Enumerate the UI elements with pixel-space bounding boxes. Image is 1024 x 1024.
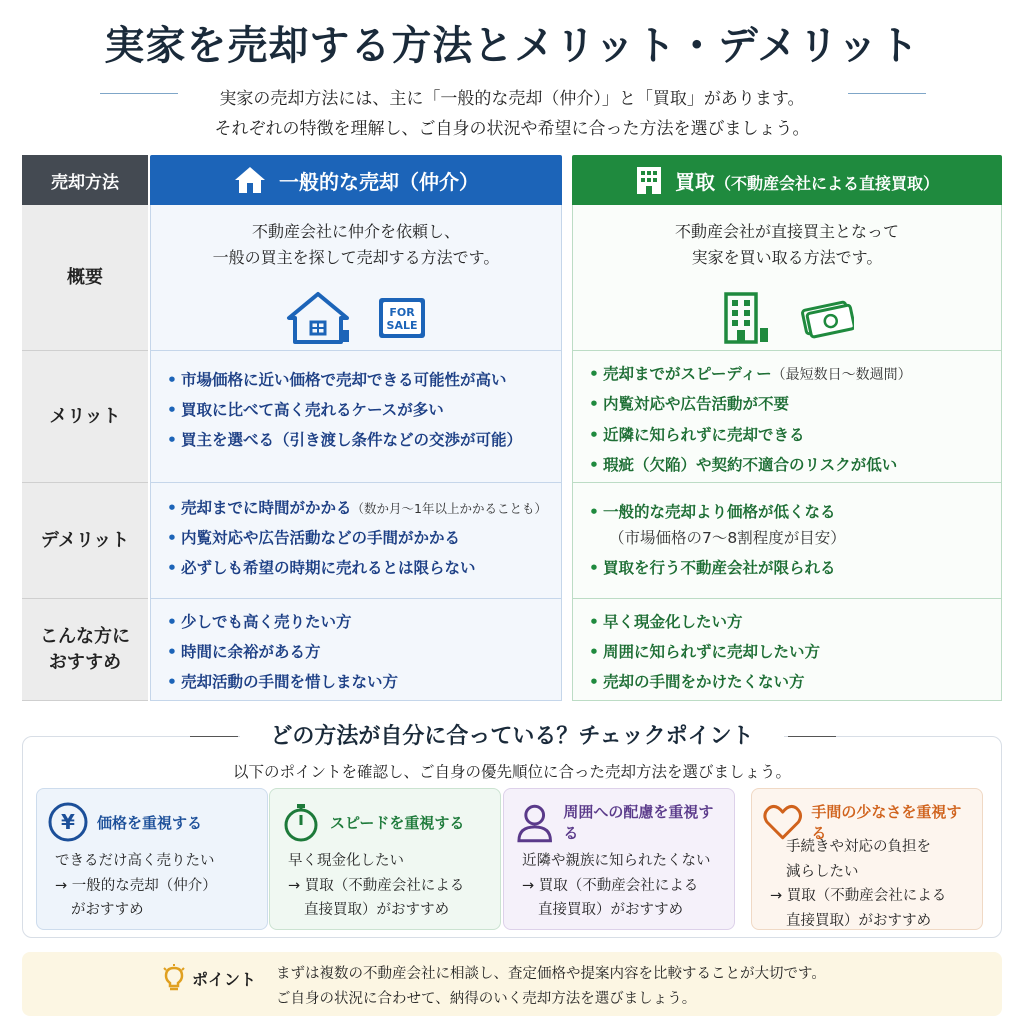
list-item: • 時間に余裕がある方 [167, 637, 561, 667]
cash-icon [798, 296, 854, 340]
header-buy [572, 155, 1002, 205]
card-line: 減らしたい [786, 863, 859, 880]
person-icon [514, 801, 555, 843]
list-item: • 内覧対応や広告活動が不要 [589, 389, 1001, 419]
lightbulb-icon [162, 964, 186, 992]
header-buy-title: 買取（不動産会社による直接買取） [674, 169, 939, 194]
point-line1: まずは複数の不動産会社に相談し、査定価格や提案内容を比較することが大切です。 [276, 966, 826, 982]
row-label-merit: メリット [22, 351, 148, 483]
point-label: ポイント [192, 969, 257, 989]
header-broker-title: 一般的な売却（仲介） [279, 169, 479, 194]
card-line: 直接買取）がおすすめ [538, 902, 684, 919]
buy-summary [572, 205, 1002, 351]
card-line: → 買取（不動産会社による [770, 888, 947, 905]
office-building-icon [720, 290, 772, 346]
broker-merits [150, 351, 562, 483]
list-item: • 早く現金化したい方 [589, 607, 1001, 637]
svg-text:FOR: FOR [389, 305, 415, 319]
list-item: • 一般的な売却より価格が低くなる [589, 497, 1001, 527]
list-item: • 買取を行う不動産会社が限られる [589, 553, 1001, 583]
broker-recommend [150, 599, 562, 701]
house-outline-icon [285, 290, 351, 346]
card-line: → 一般的な売却（仲介） [55, 877, 217, 894]
checkpoint-card-effort [751, 788, 983, 930]
card-line: → 買取（不動産会社による [522, 877, 699, 894]
svg-text:SALE: SALE [386, 318, 418, 332]
list-item: • 買取に比べて高く売れるケースが多い [167, 395, 561, 425]
stopwatch-icon [280, 801, 322, 843]
card-line: できるだけ高く売りたい [55, 853, 215, 869]
card-title: スピードを重視する [330, 813, 465, 832]
card-line: 手続きや対応の負担を [786, 839, 931, 855]
subtitle-line2: それぞれの特徴を理解し、ご自身の状況や希望に合った方法を選びましょう。 [214, 119, 810, 139]
card-title: 価格を重視する [97, 813, 203, 832]
house-icon [233, 165, 267, 195]
broker-demerits [150, 483, 562, 599]
comparison-table [22, 155, 1002, 701]
row-label-demerit: デメリット [22, 483, 148, 599]
buy-summary-line1: 不動産会社が直接買主となって [674, 222, 899, 241]
card-title: 周囲への配慮を重視する [563, 803, 714, 842]
card-line: 近隣や親族に知られたくない [522, 853, 711, 869]
row-label-recommend [22, 599, 148, 701]
recommend-label-line2: おすすめ [48, 651, 122, 673]
list-item: • 内覧対応や広告活動などの手間がかかる [167, 523, 561, 553]
card-title: 手間の少なさを重視する [811, 803, 962, 842]
list-item: • 売却までがスピーディー（最短数日〜数週間） [589, 359, 1001, 389]
header-label: 売却方法 [22, 155, 148, 205]
svg-text:¥: ¥ [61, 810, 75, 834]
checkpoint-card-speed [269, 788, 501, 930]
buy-summary-line2: 実家を買い取る方法です。 [691, 248, 883, 268]
card-line: がおすすめ [71, 902, 144, 919]
card-line: → 買取（不動産会社による [288, 877, 465, 894]
header-broker [150, 155, 562, 205]
list-item: • 必ずしも希望の時期に売れるとは限らない [167, 553, 561, 583]
list-item: • 瑕疵（欠陥）や契約不適合のリスクが低い [589, 450, 1001, 480]
point-box [22, 952, 1002, 1016]
checkpoint-subtitle: 以下のポイントを確認し、ご自身の優先順位に合った売却方法を選びましょう。 [232, 763, 791, 781]
list-item-note: （市場価格の7〜8割程度が目安） [609, 529, 846, 548]
list-item: • 近隣に知られずに売却できる [589, 420, 1001, 450]
yen-icon [47, 801, 89, 843]
card-line: 早く現金化したい [288, 853, 404, 869]
building-icon [635, 165, 663, 195]
buy-demerits [572, 483, 1002, 599]
page-title: 実家を売却する方法とメリット・デメリット [104, 23, 920, 69]
card-line: 直接買取）がおすすめ [786, 912, 932, 929]
buy-merits [572, 351, 1002, 483]
list-item: • 周囲に知られずに売却したい方 [589, 637, 1001, 667]
list-item: • 市場価格に近い価格で売却できる可能性が高い [167, 365, 561, 395]
recommend-label-line1: こんな方に [40, 626, 130, 648]
for-sale-sign-icon [377, 296, 427, 340]
list-item: • 少しでも高く売りたい方 [167, 607, 561, 637]
broker-summary [150, 205, 562, 351]
list-item: • 売却の手間をかけたくない方 [589, 667, 1001, 697]
checkpoint-card-price [36, 788, 268, 930]
checkpoint-title: どの方法が自分に合っている？チェックポイント [270, 724, 754, 749]
broker-summary-line1: 不動産会社に仲介を依頼し、 [251, 222, 460, 241]
row-label-summary: 概要 [22, 205, 148, 351]
checkpoint-card-privacy [503, 788, 735, 930]
header-buy-note: （不動産会社による直接買取） [714, 173, 939, 193]
broker-summary-line2: 一般の買主を探して売却する方法です。 [212, 248, 500, 268]
list-item: • 売却活動の手間を惜しまない方 [167, 667, 561, 697]
list-item: • 売却までに時間がかかる（数か月〜1年以上かかることも） [167, 493, 561, 523]
point-line2: ご自身の状況に合わせて、納得のいく売却方法を選びましょう。 [276, 990, 697, 1007]
subtitle-line1: 実家の売却方法には、主に「一般的な売却（仲介）」と「買取」があります。 [219, 89, 805, 109]
buy-recommend [572, 599, 1002, 701]
card-line: 直接買取）がおすすめ [304, 902, 450, 919]
list-item: • 買主を選べる（引き渡し条件などの交渉が可能） [167, 425, 561, 455]
